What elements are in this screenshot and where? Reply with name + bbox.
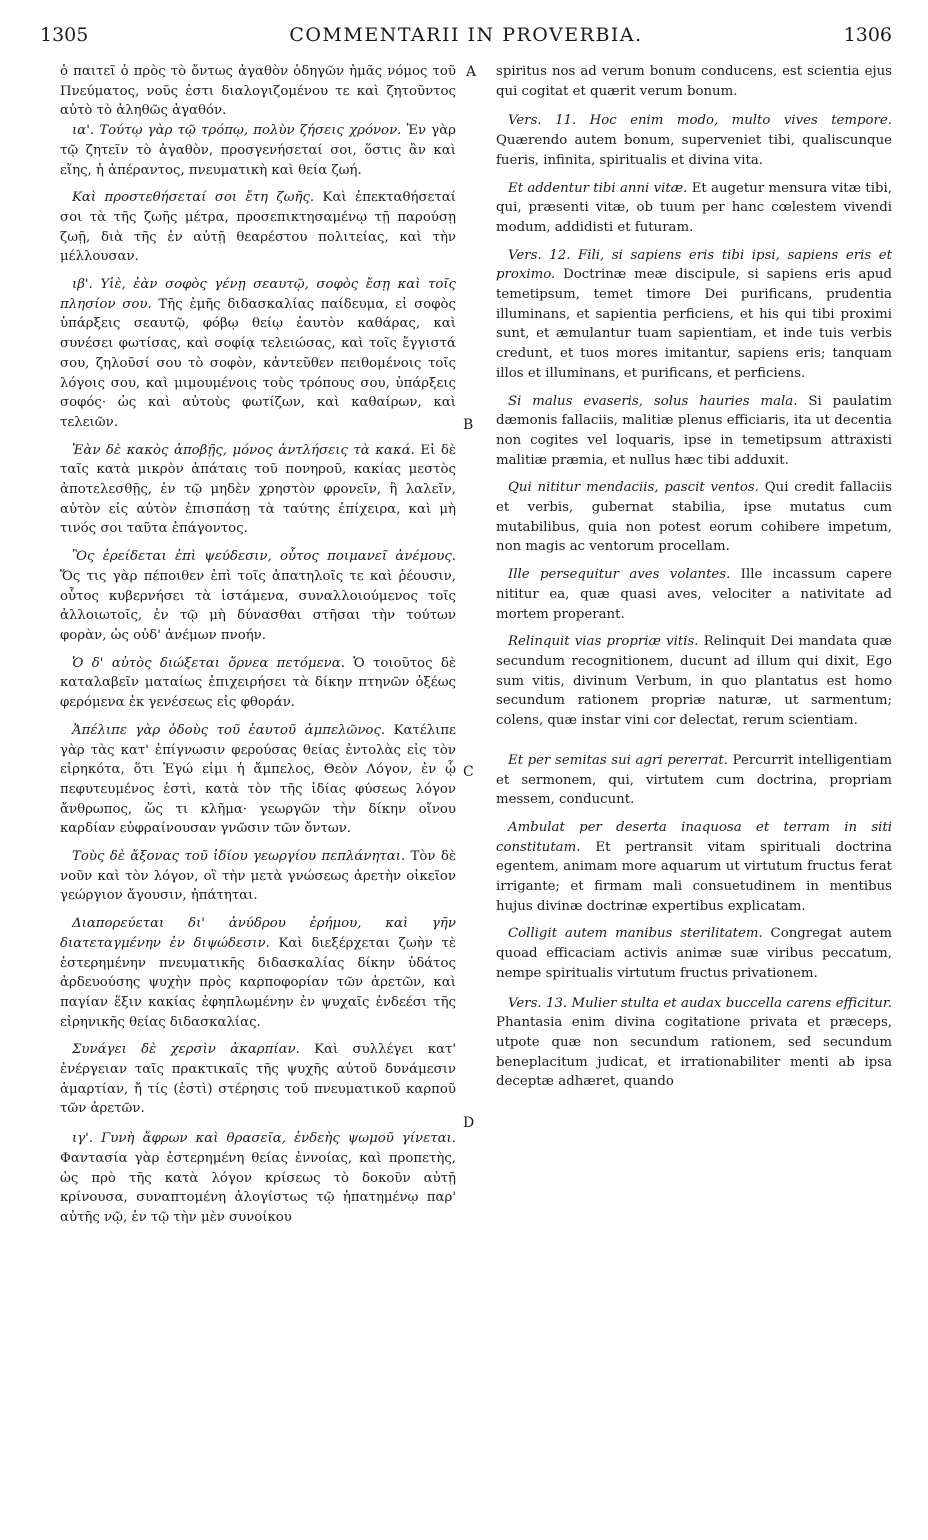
verse-lemma: Si malus evaseris, solus hauries mala. bbox=[508, 393, 798, 409]
greek-verse bbox=[60, 1040, 456, 1119]
latin-verse bbox=[496, 179, 892, 238]
latin-verse bbox=[496, 994, 892, 1093]
latin-verse bbox=[496, 111, 892, 170]
greek-verse bbox=[60, 1129, 456, 1228]
margin-letter-a: A bbox=[466, 64, 477, 80]
latin-paragraph: spiritus nos ad verum bonum conducens, est scientia ejus qui cogitat et quærit verum bonum. bbox=[496, 64, 892, 99]
greek-verse bbox=[60, 188, 456, 267]
greek-verse bbox=[60, 847, 456, 906]
page-header bbox=[40, 24, 892, 54]
page-number-left: 1305 bbox=[40, 24, 89, 46]
greek-verse bbox=[60, 547, 456, 646]
verse-commentary: Ἐν γὰρ τῷ ζητεῖν τὸ ἀγαθὸν, προσγενήσεταί σοι, ὅστις ἂν καὶ εἴης, ἡ ἀπέραντος, πνευματικὴ καὶ θεία ζωή. bbox=[60, 123, 456, 178]
verse-lemma: Ille persequitur aves volantes. bbox=[508, 567, 731, 583]
latin-verse bbox=[496, 565, 892, 624]
verse-lemma: Vers. 11. Hoc enim modo, multo vives tempore. bbox=[508, 113, 892, 129]
greek-verse bbox=[60, 654, 456, 713]
greek-verse bbox=[60, 275, 456, 433]
verse-lemma: Et addentur tibi anni vitæ. bbox=[508, 180, 688, 196]
verse-lemma: Συνάγει δὲ χερσὶν ἀκαρπίαν. bbox=[72, 1042, 300, 1058]
latin-verse bbox=[496, 478, 892, 557]
verse-commentary: Φαντασία γὰρ ἐστερημένη θείας ἐννοίας, καὶ προπετὴς, ὡς πρὸ τῆς κατὰ λόγον κρίσεως τὸ δοκοῦν αὐτῇ κρίνουσα, συναπτομένη ἀλογίστως τῷ ἡπατημένῳ παρ' αὐτῆς νῷ, ἐν τῷ τὴν μὲν συνοίκου bbox=[60, 1150, 456, 1225]
verse-commentary: Phantasia enim divina cogitatione privata et præceps, utpote quæ non secundum rationem, sed secundum beneplacitum judicat, et irrationabiliter menti ab ipsa deceptæ adhæret, quando bbox=[496, 1015, 892, 1090]
verse-lemma: ια'. Τούτῳ γὰρ τῷ τρόπῳ, πολὺν ζήσεις χρόνον. bbox=[72, 123, 402, 139]
verse-commentary: Τῆς ἐμῆς διδασκαλίας παίδευμα, εἰ σοφὸς ὑπάρξεις σεαυτῷ, φόβῳ θείῳ ἑαυτὸν καθάρας, καὶ συνέσει φωτίσας, καὶ σοφίᾳ τελειώσας, καὶ τοῖς ἔγγιστά σου, ζηλοῦσί σου τὸ σοφὸν, κἀντεῦθεν πειθομένοις τοῖς λόγοις σου, καὶ μιμουμένοις τοὺς τρόπους σου, ὑπάρξεις σοφός· ὡς καὶ αὐτοὺς φωτίζων, καὶ καθαίρων, καὶ τελειῶν. bbox=[60, 296, 456, 430]
verse-lemma: Vers. 13. Mulier stulta et audax buccella carens efficitur. bbox=[508, 995, 892, 1011]
verse-commentary: Percurrit intelligentiam et sermonem, qui, virtutem cum doctrina, propriam messem, conducunt. bbox=[496, 752, 892, 808]
verse-lemma: ιβ'. Υἱὲ, ἐὰν σοφὸς γένῃ σεαυτῷ, σοφὸς ἔσῃ καὶ τοῖς πλησίον σου. bbox=[60, 277, 456, 312]
verse-lemma: ιγ'. Γυνὴ ἄφρων καὶ θρασεῖα, ἐνδεὴς ψωμοῦ γίνεται. bbox=[72, 1131, 456, 1147]
verse-lemma: Καὶ προστεθήσεταί σοι ἔτη ζωῆς. bbox=[72, 190, 315, 206]
greek-column bbox=[60, 62, 456, 1228]
greek-verse bbox=[60, 721, 456, 839]
verse-commentary: Et pertransit vitam spirituali doctrina egentem, animam more aquarum ut virtutum fructus ferat irrigante; et firmam mali consuetudinem in mentibus hujus divinæ doctrinæ expertibus explicatam. bbox=[496, 839, 892, 914]
verse-commentary: Relinquit Dei mandata quæ secundum recognitionem, ducunt ad illum qui dixit, Ego sum vitis, divinum Verbum, in quo plantatus est homo secundum rationem propriæ naturæ, ut sarmentum; colens, quæ instar vini cor delectat, rerum scientiam. bbox=[496, 634, 892, 729]
verse-commentary: Quærendo autem bonum, superveniet tibi, qualiscunque fueris, infinita, spiritualis et divina vita. bbox=[496, 133, 892, 168]
verse-commentary: Doctrinæ meæ discipule, si sapiens eris apud temetipsum, temet timore Dei purificans, prudentia illuminans, et sapientia perficiens, et his qui tibi proximi sunt, et æmulantur tuam sapientiam, et inde tuis verbis credunt, et tuos mores imitantur, sapiens eris; tanquam illos et illuminans, et purificans, et perficiens. bbox=[496, 267, 892, 381]
verse-commentary: Ὅς τις γὰρ πέποιθεν ἐπὶ τοῖς ἀπατηλοῖς τε καὶ ῥέουσιν, οὗτος κυβερνήσει τὰ ἱστάμενα, συναλλοιούμενος τοῖς ἀλλοιωτοῖς, ἐν τῷ μὴ δύνασθαι στῆσαι τὴν τούτων φορὰν, ὡς οὐδ' ἀνέμων πνοήν. bbox=[60, 568, 456, 643]
margin-letter-b: B bbox=[463, 417, 474, 433]
margin-letter-c: C bbox=[463, 764, 474, 780]
verse-commentary: Καὶ ἐπεκταθήσεταί σοι τὰ τῆς ζωῆς μέτρα, προσεπικτησαμένῳ τῇ παρούσῃ ζωῇ, διὰ τῆς ἐν αὐτῇ θεαρέστου πολιτείας, καὶ τὴν μέλλουσαν. bbox=[60, 190, 456, 265]
verse-commentary: Κατέλιπε γὰρ τὰς κατ' ἐπίγνωσιν φερούσας θείας ἐντολὰς εἰς τὸν εἰρηκότα, ὅτι Ἐγώ εἰμι ἡ ἄμπελος, Θεὸν Λόγον, ἐν ᾧ πεφυτευμένος ἐστὶ, κατὰ τὸν τῆς ἰδίας φύσεως λόγον ἄνθρωπος, ὥς τι κλῆμα· γεωργῶν τὴν δίκην οἴνου καρδίαν εὐφραίνουσαν γνῶσιν τῶν ὄντων. bbox=[60, 722, 456, 837]
latin-verse bbox=[496, 392, 892, 471]
verse-commentary: Ὁ τοιοῦτος δὲ καταλαβεῖν ματαίως ἐπιχειρήσει τὰ δίκην πτηνῶν ὀξέως φερόμενα ἐκ γενέσεως εἰς φθοράν. bbox=[60, 655, 456, 711]
greek-paragraph: ὁ παιτεῖ ὁ πρὸς τὸ ὄντως ἀγαθὸν ὁδηγῶν ἡμᾶς νόμος τοῦ Πνεύματος, νοῦς ἐστι διαλογιζομένου τε καὶ ζητοῦντος αὐτὸ τὸ ἀληθῶς ἀγαθόν. bbox=[60, 64, 456, 119]
verse-lemma: Ὃς ἐρείδεται ἐπὶ ψεύδεσιν, οὗτος ποιμανεῖ ἀνέμους. bbox=[72, 549, 456, 565]
page-number-right: 1306 bbox=[843, 24, 892, 46]
verse-commentary: Καὶ συλλέγει κατ' ἐνέργειαν ταῖς πρακτικαῖς τῆς ψυχῆς αὐτοῦ δυνάμεσιν ἁμαρτίαν, ἤ τίς (ἐστὶ) στέρησις τοῦ πνευματικοῦ καρποῦ τῶν ἀρετῶν. bbox=[60, 1042, 456, 1117]
latin-verse bbox=[496, 751, 892, 810]
verse-lemma: Ambulat per deserta inaquosa et terram in siti constitutam. bbox=[496, 819, 892, 855]
verse-lemma: Vers. 12. Fili, si sapiens eris tibi ipsi, sapiens eris et proximo. bbox=[496, 247, 892, 283]
latin-verse bbox=[496, 818, 892, 917]
verse-lemma: Et per semitas sui agri pererrat. bbox=[508, 752, 729, 768]
greek-verse bbox=[60, 914, 456, 1032]
verse-commentary: Qui credit fallaciis et verbis, gubernat stabilia, ipse mutatus cum mutabilibus, quia non potest eorum cohibere impetum, non magis ac ventorum procellam. bbox=[496, 480, 892, 555]
verse-commentary: Et augetur mensura vitæ tibi, qui, præsenti vitæ, ob tuum per hanc cœlestem vivendi modum, addidisti et futuram. bbox=[496, 180, 892, 235]
verse-lemma: Ἐὰν δὲ κακὸς ἀποβῇς, μόνος ἀντλήσεις τὰ κακά. bbox=[72, 442, 415, 458]
verse-lemma: Colligit autem manibus sterilitatem. bbox=[508, 926, 763, 942]
verse-lemma: Διαπορεύεται δι' ἀνύδρου ἐρήμου, καὶ γῆν διατεταγμένην ἐν διψώδεσιν. bbox=[60, 916, 456, 951]
verse-lemma: Qui nititur mendaciis, pascit ventos. bbox=[508, 480, 759, 496]
margin-letter-d: D bbox=[463, 1115, 475, 1131]
greek-verse bbox=[60, 441, 456, 540]
latin-verse bbox=[496, 246, 892, 384]
latin-verse bbox=[496, 924, 892, 983]
latin-verse bbox=[496, 632, 892, 731]
verse-lemma: Τοὺς δὲ ἄξονας τοῦ ἰδίου γεωργίου πεπλάνηται. bbox=[72, 849, 406, 865]
running-title: COMMENTARII IN PROVERBIA. bbox=[289, 24, 643, 46]
verse-commentary: Ille incassum capere nititur ea, quæ quasi aves, velociter a nativitate ad mortem properant. bbox=[496, 567, 892, 622]
greek-verse bbox=[60, 121, 456, 180]
verse-commentary: Τὸν δὲ νοῦν καὶ τὸν λόγον, οἳ τὴν μετὰ γνώσεως ἀρετὴν οἰκεῖον γεώργιον ἄγουσιν, ἠπάτηται. bbox=[60, 849, 456, 904]
verse-commentary: Congregat autem quoad efficaciam activis animæ suæ viribus peccatum, nempe spiritualis virtutum fructus privationem. bbox=[496, 926, 892, 981]
verse-lemma: Ὁ δ' αὐτὸς διώξεται ὄρνεα πετόμενα. bbox=[72, 655, 345, 671]
latin-column bbox=[496, 62, 892, 1092]
verse-commentary: Si paulatim dæmonis fallaciis, malitiæ plenus efficiaris, ita ut decentia non cogites vel loquaris, ipse in temetipsum attraxisti malitiæ præmia, et nullus hæc tibi adduxit. bbox=[496, 393, 892, 468]
verse-commentary: Εἰ δὲ ταῖς κατὰ μικρὸν ἀπάταις τοῦ πονηροῦ, κακίας μεστὸς ἀποτελεσθῇς, ἐν τῷ μηδὲν χρηστὸν φρονεῖν, ἢ λαλεῖν, αὐτὸν εἰς αὐτὸν ἐπισπάσῃ τὰ ταύτης ἐπίχειρα, καὶ μὴ τινός σοι ταῦτα ἐπάγοντος. bbox=[60, 442, 456, 537]
verse-commentary: Καὶ διεξέρχεται ζωὴν τὲ ἐστερημένην πνευματικῆς διδασκαλίας δίκην ὑδάτος ἀρδευούσης ψυχὴν πρὸς καρποφορίαν τῶν ἀρετῶν, καὶ παγίαν ἕξιν κακίας ἐφηπλωμένην ἐν ψυχαῖς ἐνδεέσι τῆς εἰρηνικῆς θείας διδασκαλίας. bbox=[60, 935, 456, 1030]
verse-lemma: Ἀπέλιπε γὰρ ὁδοὺς τοῦ ἑαυτοῦ ἀμπελῶνος. bbox=[72, 722, 386, 738]
verse-lemma: Relinquit vias propriæ vitis. bbox=[508, 634, 699, 650]
